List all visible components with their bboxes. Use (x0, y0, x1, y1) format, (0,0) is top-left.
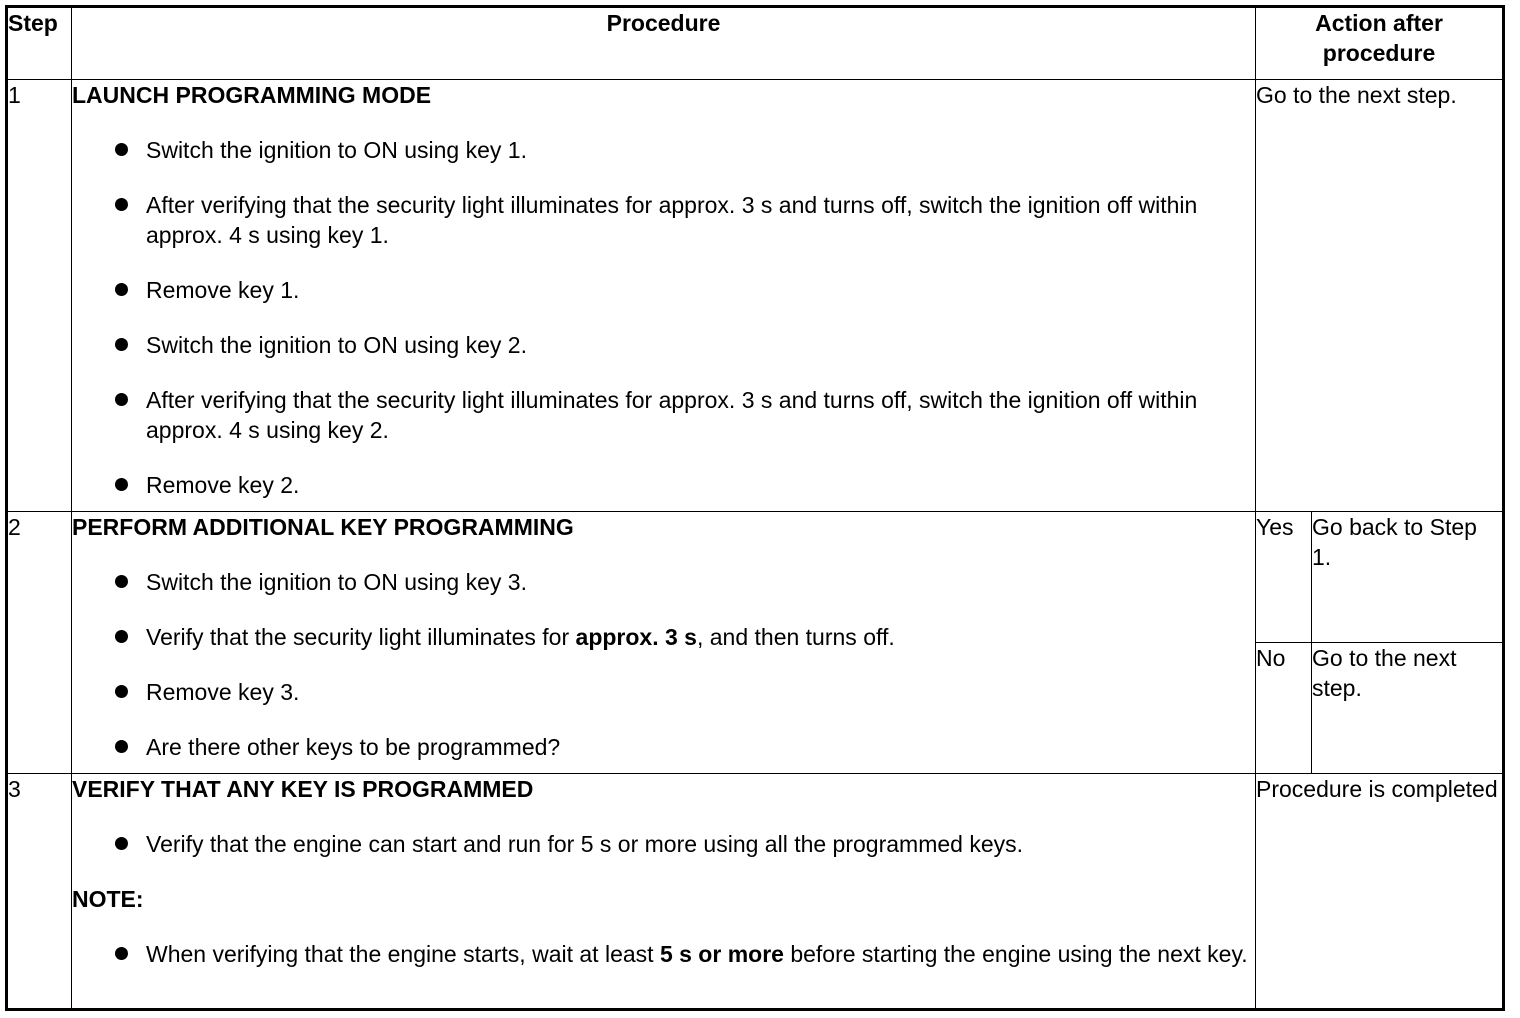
step-title: VERIFY THAT ANY KEY IS PROGRAMMED (72, 776, 534, 802)
list-item: Switch the ignition to ON using key 1. (72, 135, 1255, 165)
yes-label: Yes (1256, 512, 1312, 643)
procedure-table (5, 5, 1505, 1011)
action-cell: Procedure is completed (1256, 774, 1504, 1010)
list-item: After verifying that the security light illuminates for approx. 3 s and turns off, switch the ignition off within approx. 4 s using key 2. (72, 385, 1255, 445)
bullet-emphasis: 5 s or more (659, 941, 784, 967)
list-item (72, 622, 1255, 652)
bullet-text: Verify that the security light illuminates for (146, 624, 576, 650)
list-item: Remove key 2. (72, 470, 1255, 500)
step-number: 2 (7, 512, 72, 774)
procedure-cell (72, 80, 1256, 512)
procedure-cell (72, 774, 1256, 1010)
bullet-text: before starting the engine using the next key. (783, 941, 1248, 967)
table-row (7, 80, 1504, 512)
list-item: Switch the ignition to ON using key 2. (72, 330, 1255, 360)
step-number: 1 (7, 80, 72, 512)
list-item: Remove key 1. (72, 275, 1255, 305)
note-bullet-list (72, 939, 1255, 969)
action-cell: Go to the next step. (1256, 80, 1504, 512)
header-action-line1: Action after (1315, 10, 1443, 36)
list-item: Remove key 3. (72, 677, 1255, 707)
yes-action: Go back to Step 1. (1312, 512, 1504, 643)
procedure-cell (72, 512, 1256, 774)
bullet-list (72, 567, 1255, 762)
list-item (72, 939, 1255, 969)
header-step: Step (7, 7, 72, 80)
no-label: No (1256, 643, 1312, 774)
list-item: Are there other keys to be programmed? (72, 732, 1255, 762)
list-item: Verify that the engine can start and run for 5 s or more using all the programmed keys. (72, 829, 1255, 859)
step-title: PERFORM ADDITIONAL KEY PROGRAMMING (72, 514, 574, 540)
table-row (7, 774, 1504, 1010)
bullet-text: , and then turns off. (696, 624, 895, 650)
list-item: Switch the ignition to ON using key 3. (72, 567, 1255, 597)
bullet-text: When verifying that the engine starts, wait at least (146, 941, 660, 967)
step-number: 3 (7, 774, 72, 1010)
table-row (7, 512, 1504, 643)
bullet-list (72, 135, 1255, 500)
list-item: After verifying that the security light illuminates for approx. 3 s and turns off, switch the ignition off within approx. 4 s using key 1. (72, 190, 1255, 250)
bullet-list (72, 829, 1255, 859)
header-procedure: Procedure (72, 7, 1256, 80)
step-title: LAUNCH PROGRAMMING MODE (72, 82, 432, 108)
bullet-emphasis: approx. 3 s (575, 624, 697, 650)
header-action (1256, 7, 1504, 80)
header-row (7, 7, 1504, 80)
note-label: NOTE: (72, 886, 144, 912)
no-action: Go to the next step. (1312, 643, 1504, 774)
header-action-line2: procedure (1322, 40, 1436, 66)
